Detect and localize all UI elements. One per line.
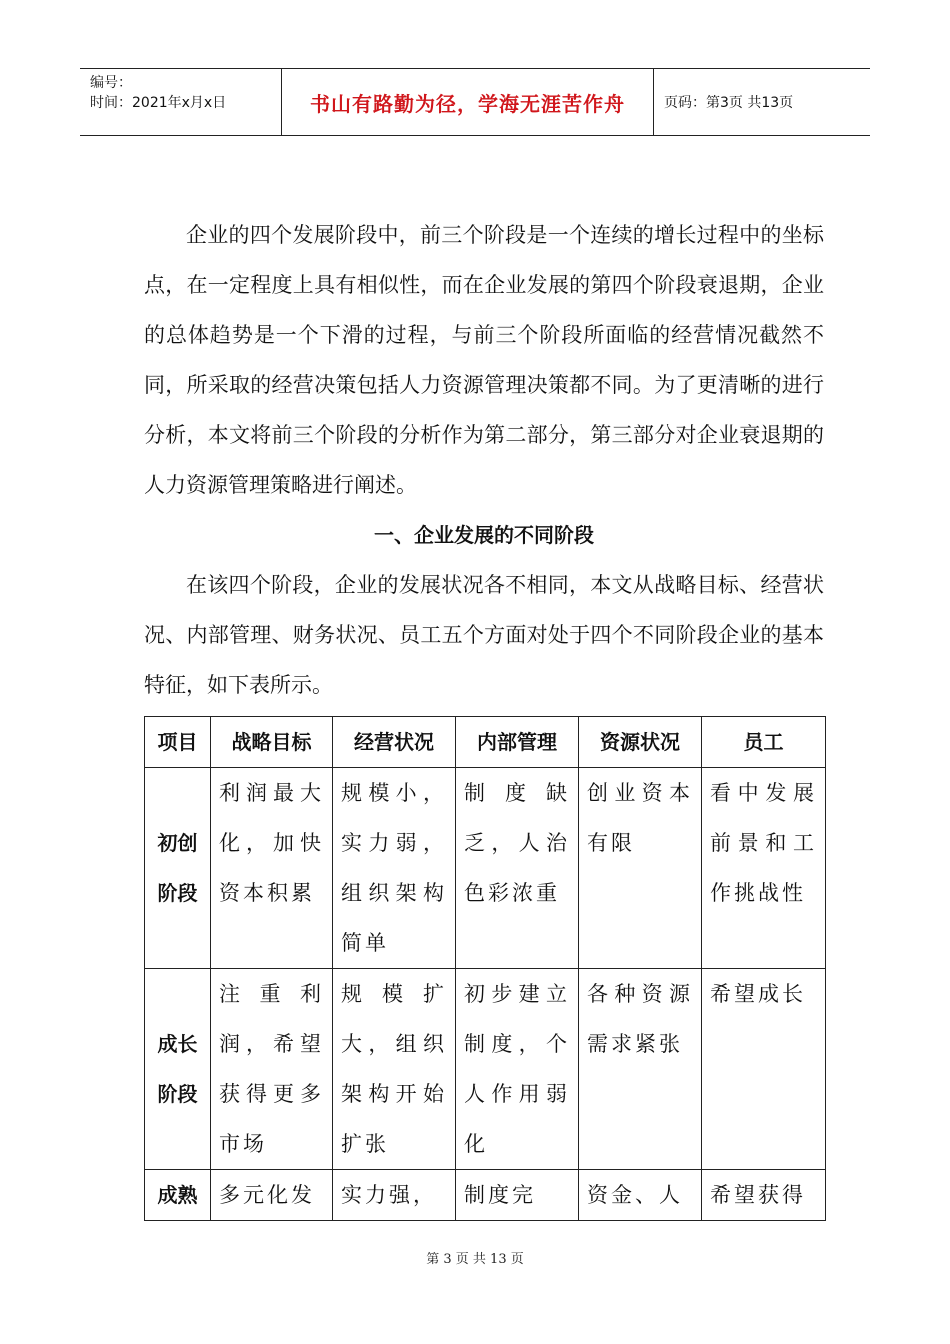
page-footer: 第 3 页 共 13 页 bbox=[426, 1252, 524, 1267]
stage-cell: 成长阶段 bbox=[145, 969, 211, 1170]
staff-cell: 希望成长 bbox=[702, 969, 826, 1170]
staff-cell: 看中发展前景和工作挑战性 bbox=[702, 768, 826, 969]
header-cell-strategy: 战略目标 bbox=[211, 717, 333, 768]
operation-cell: 规模扩大，组织架构开始扩张 bbox=[333, 969, 456, 1170]
resources-cell: 创业资本有限 bbox=[579, 768, 702, 969]
operation-cell: 规模小，实力弱，组织架构简单 bbox=[333, 768, 456, 969]
header-meta bbox=[80, 69, 282, 135]
document-number-label: 编号： bbox=[90, 75, 132, 91]
page-header bbox=[80, 68, 870, 136]
header-cell-operation: 经营状况 bbox=[333, 717, 456, 768]
strategy-cell: 利润最大化，加快资本积累 bbox=[211, 768, 333, 969]
strategy-cell: 注重利润，希望获得更多市场 bbox=[211, 969, 333, 1170]
stage-cell: 成熟 bbox=[145, 1170, 211, 1221]
table-row bbox=[145, 768, 826, 969]
management-cell: 制度缺乏，人治色彩浓重 bbox=[456, 768, 579, 969]
intro-paragraph: 企业的四个发展阶段中，前三个阶段是一个连续的增长过程中的坐标点，在一定程度上具有相似性，而在企业发展的第四个阶段衰退期，企业的总体趋势是一个下滑的过程，与前三个阶段所面临的经营情况截然不同，所采取的经营决策包括人力资源管理决策都不同。为了更清晰的进行分析，本文将前三个阶段的分析作为第二部分，第三部分对企业衰退期的人力资源管理策略进行阐述。 bbox=[144, 223, 824, 497]
section-title: 一、企业发展的不同阶段 bbox=[374, 523, 594, 547]
table-row bbox=[145, 969, 826, 1170]
staff-cell: 希望获得 bbox=[702, 1170, 826, 1221]
operation-cell: 实力强， bbox=[333, 1170, 456, 1221]
header-cell-staff: 员工 bbox=[702, 717, 826, 768]
table-row bbox=[145, 1170, 826, 1221]
header-cell-management: 内部管理 bbox=[456, 717, 579, 768]
header-cell-item: 项目 bbox=[145, 717, 211, 768]
header-cell-resources: 资源状况 bbox=[579, 717, 702, 768]
header-motto: 书山有路勤为径，学海无涯苦作舟 bbox=[282, 69, 654, 135]
management-cell: 初步建立制度，个人作用弱化 bbox=[456, 969, 579, 1170]
management-cell: 制度完 bbox=[456, 1170, 579, 1221]
stage-cell: 初创阶段 bbox=[145, 768, 211, 969]
table-header-row bbox=[145, 717, 826, 768]
document-body bbox=[144, 210, 824, 1221]
stage-characteristics-table bbox=[144, 716, 826, 1221]
resources-cell: 资金、人 bbox=[579, 1170, 702, 1221]
section-paragraph: 在该四个阶段，企业的发展状况各不相同，本文从战略目标、经营状况、内部管理、财务状况、员工五个方面对处于四个不同阶段企业的基本特征，如下表所示。 bbox=[144, 573, 824, 697]
header-page-label: 页码：第3页 共13页 bbox=[664, 95, 794, 111]
strategy-cell: 多元化发 bbox=[211, 1170, 333, 1221]
document-date-label: 时间：2021年x月x日 bbox=[90, 95, 227, 111]
resources-cell: 各种资源需求紧张 bbox=[579, 969, 702, 1170]
